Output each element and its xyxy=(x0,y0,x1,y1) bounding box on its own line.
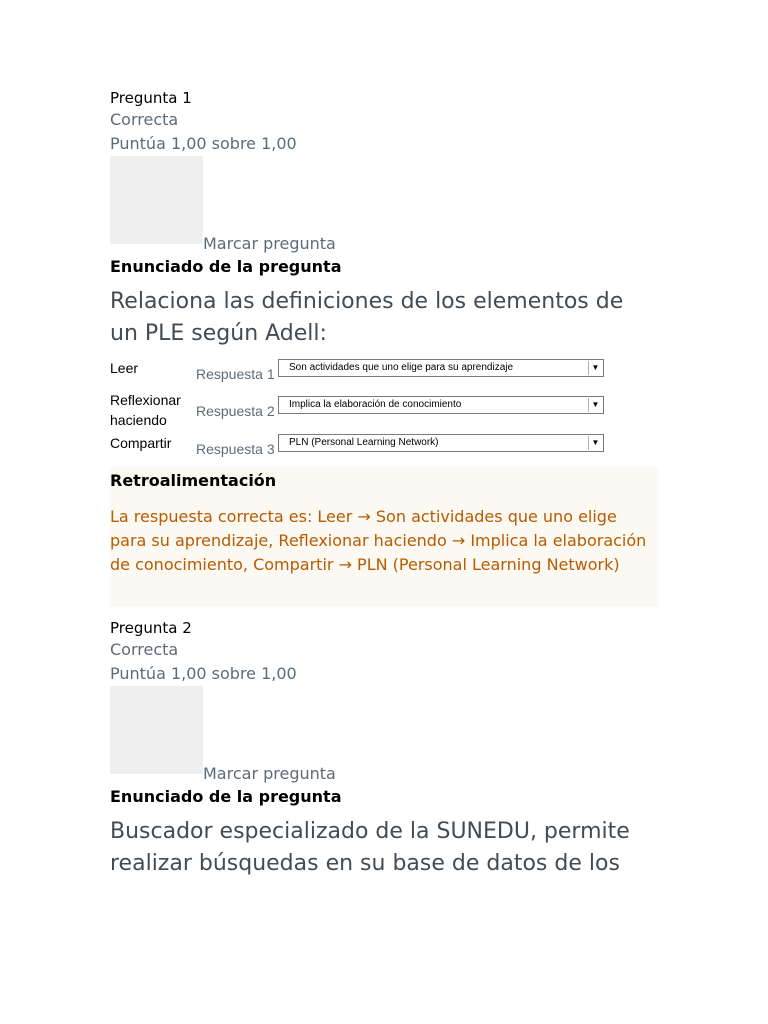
feedback-text: La respuesta correcta es: Leer → Son actividades que uno elige para su aprendizaje, Reflexionar haciendo → Implica la elaboración de conocimiento, Compartir → PLN (Personal Learning Network) xyxy=(110,507,647,574)
match-list xyxy=(110,356,658,468)
chevron-down-icon[interactable]: ▼ xyxy=(588,361,602,375)
question-number: Pregunta 1 xyxy=(110,89,192,107)
response-label: Respuesta 1 xyxy=(196,366,275,382)
flag-question-link[interactable]: Marcar pregunta xyxy=(203,234,336,253)
statement-title: Enunciado de la pregunta xyxy=(110,787,342,806)
match-label: Reflexionar haciendo xyxy=(110,392,181,428)
flag-icon[interactable] xyxy=(110,156,203,244)
answer-select[interactable] xyxy=(278,396,604,414)
response-label: Respuesta 2 xyxy=(196,403,275,419)
flag-icon[interactable] xyxy=(110,686,203,774)
question-text: Relaciona las definiciones de los elementos de un PLE según Adell: xyxy=(110,289,624,346)
answer-select-value: PLN (Personal Learning Network) xyxy=(289,437,439,448)
question-state: Correcta xyxy=(110,110,179,129)
match-row xyxy=(110,393,658,431)
flag-question-link[interactable]: Marcar pregunta xyxy=(203,764,336,783)
feedback-panel xyxy=(110,467,658,607)
chevron-down-icon[interactable]: ▼ xyxy=(588,436,602,450)
answer-select-value: Implica la elaboración de conocimiento xyxy=(289,399,462,410)
feedback-title: Retroalimentación xyxy=(110,471,277,490)
answer-select[interactable] xyxy=(278,359,604,377)
match-label: Leer xyxy=(110,360,139,376)
question-grade: Puntúa 1,00 sobre 1,00 xyxy=(110,134,297,153)
answer-select[interactable] xyxy=(278,434,604,452)
statement-title: Enunciado de la pregunta xyxy=(110,257,342,276)
match-row xyxy=(110,431,658,468)
question-number: Pregunta 2 xyxy=(110,619,192,637)
match-row xyxy=(110,356,658,393)
question-state: Correcta xyxy=(110,640,179,659)
question-1 xyxy=(110,88,658,468)
flag-question-area[interactable] xyxy=(110,156,658,253)
match-label: Compartir xyxy=(110,435,172,451)
chevron-down-icon[interactable]: ▼ xyxy=(588,398,602,412)
flag-question-area[interactable] xyxy=(110,686,658,783)
question-text: Buscador especializado de la SUNEDU, permite realizar búsquedas en su base de datos de los xyxy=(110,819,630,876)
response-label: Respuesta 3 xyxy=(196,441,275,457)
question-2 xyxy=(110,618,658,880)
answer-select-value: Son actividades que uno elige para su aprendizaje xyxy=(289,362,514,373)
question-grade: Puntúa 1,00 sobre 1,00 xyxy=(110,664,297,683)
